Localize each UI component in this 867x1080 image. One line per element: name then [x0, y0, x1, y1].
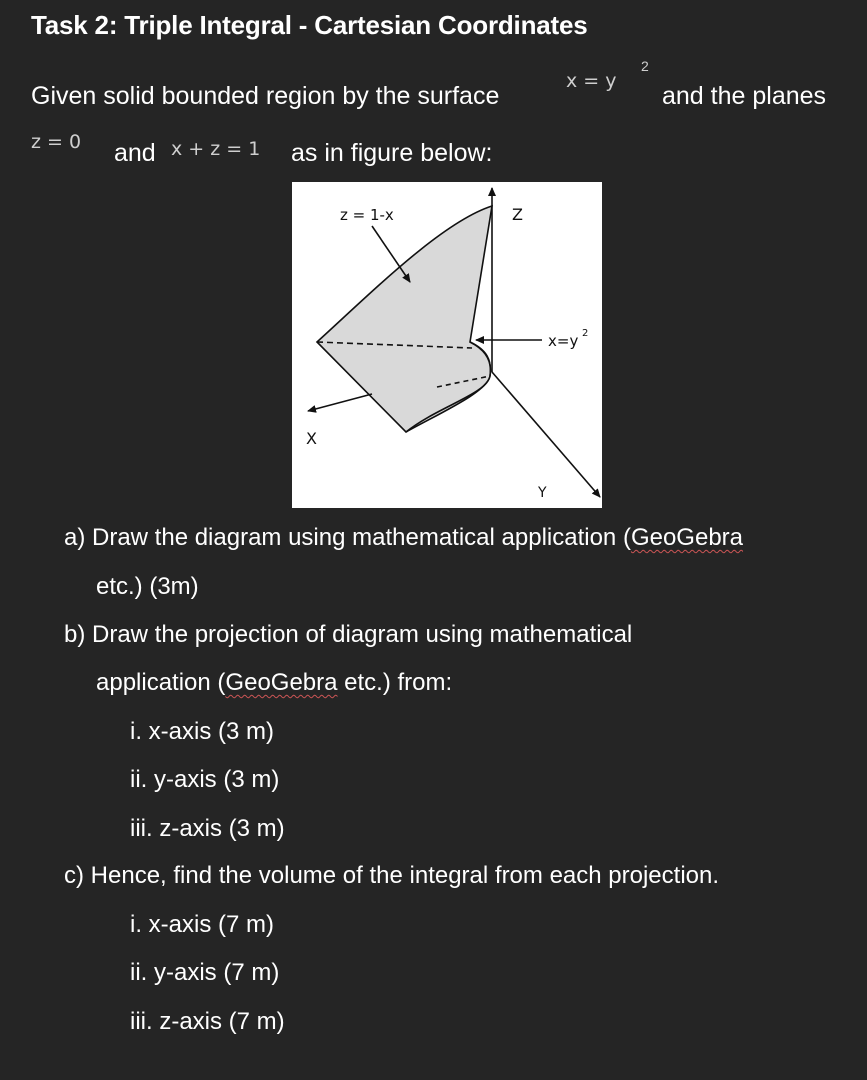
and-word: and — [114, 139, 156, 167]
plane-equation-xz: x + z = 1 — [171, 138, 261, 160]
question-c-text: c) Hence, find the volume of the integral from each projection. — [64, 862, 720, 889]
z-axis-label: Z — [512, 205, 523, 224]
intro-text: Given solid bounded region by the surface — [31, 82, 500, 110]
question-b-item: ii. y-axis (3 m) — [130, 766, 280, 793]
y-axis-label: Y — [538, 485, 547, 501]
y-axis — [492, 372, 600, 497]
surface-label-exponent: 2 — [582, 328, 589, 339]
question-b-line2: application (GeoGebra etc.) from: — [96, 669, 453, 696]
geogebra-word: GeoGebra — [225, 669, 338, 696]
page-title: Task 2: Triple Integral - Cartesian Coordinates — [31, 10, 588, 40]
question-b-item: iii. z-axis (3 m) — [130, 815, 285, 842]
question-a-line1: a) Draw the diagram using mathematical application (GeoGebra — [64, 524, 744, 551]
question-b-item: i. x-axis (3 m) — [130, 718, 274, 745]
plane-equation-z0: z = 0 — [31, 131, 82, 153]
geogebra-word: GeoGebra — [630, 524, 744, 551]
surface-label: x=y — [548, 332, 579, 350]
intro-text-tail: and the planes — [662, 82, 827, 110]
x-axis — [308, 394, 372, 411]
solid-region-figure — [292, 182, 602, 508]
question-b-line1: b) Draw the projection of diagram using mathematical — [64, 621, 633, 648]
surface-exponent: 2 — [641, 58, 649, 74]
question-c-item: i. x-axis (7 m) — [130, 911, 274, 938]
x-axis-label: X — [306, 429, 317, 448]
question-a-line2: etc.) (3m) — [96, 573, 199, 600]
intro-line2-tail: as in figure below: — [291, 139, 493, 167]
question-c-item: iii. z-axis (7 m) — [130, 1008, 285, 1035]
plane-label: z = 1-x — [340, 206, 394, 224]
surface-equation: x = y — [566, 70, 617, 92]
question-c-item: ii. y-axis (7 m) — [130, 959, 280, 986]
